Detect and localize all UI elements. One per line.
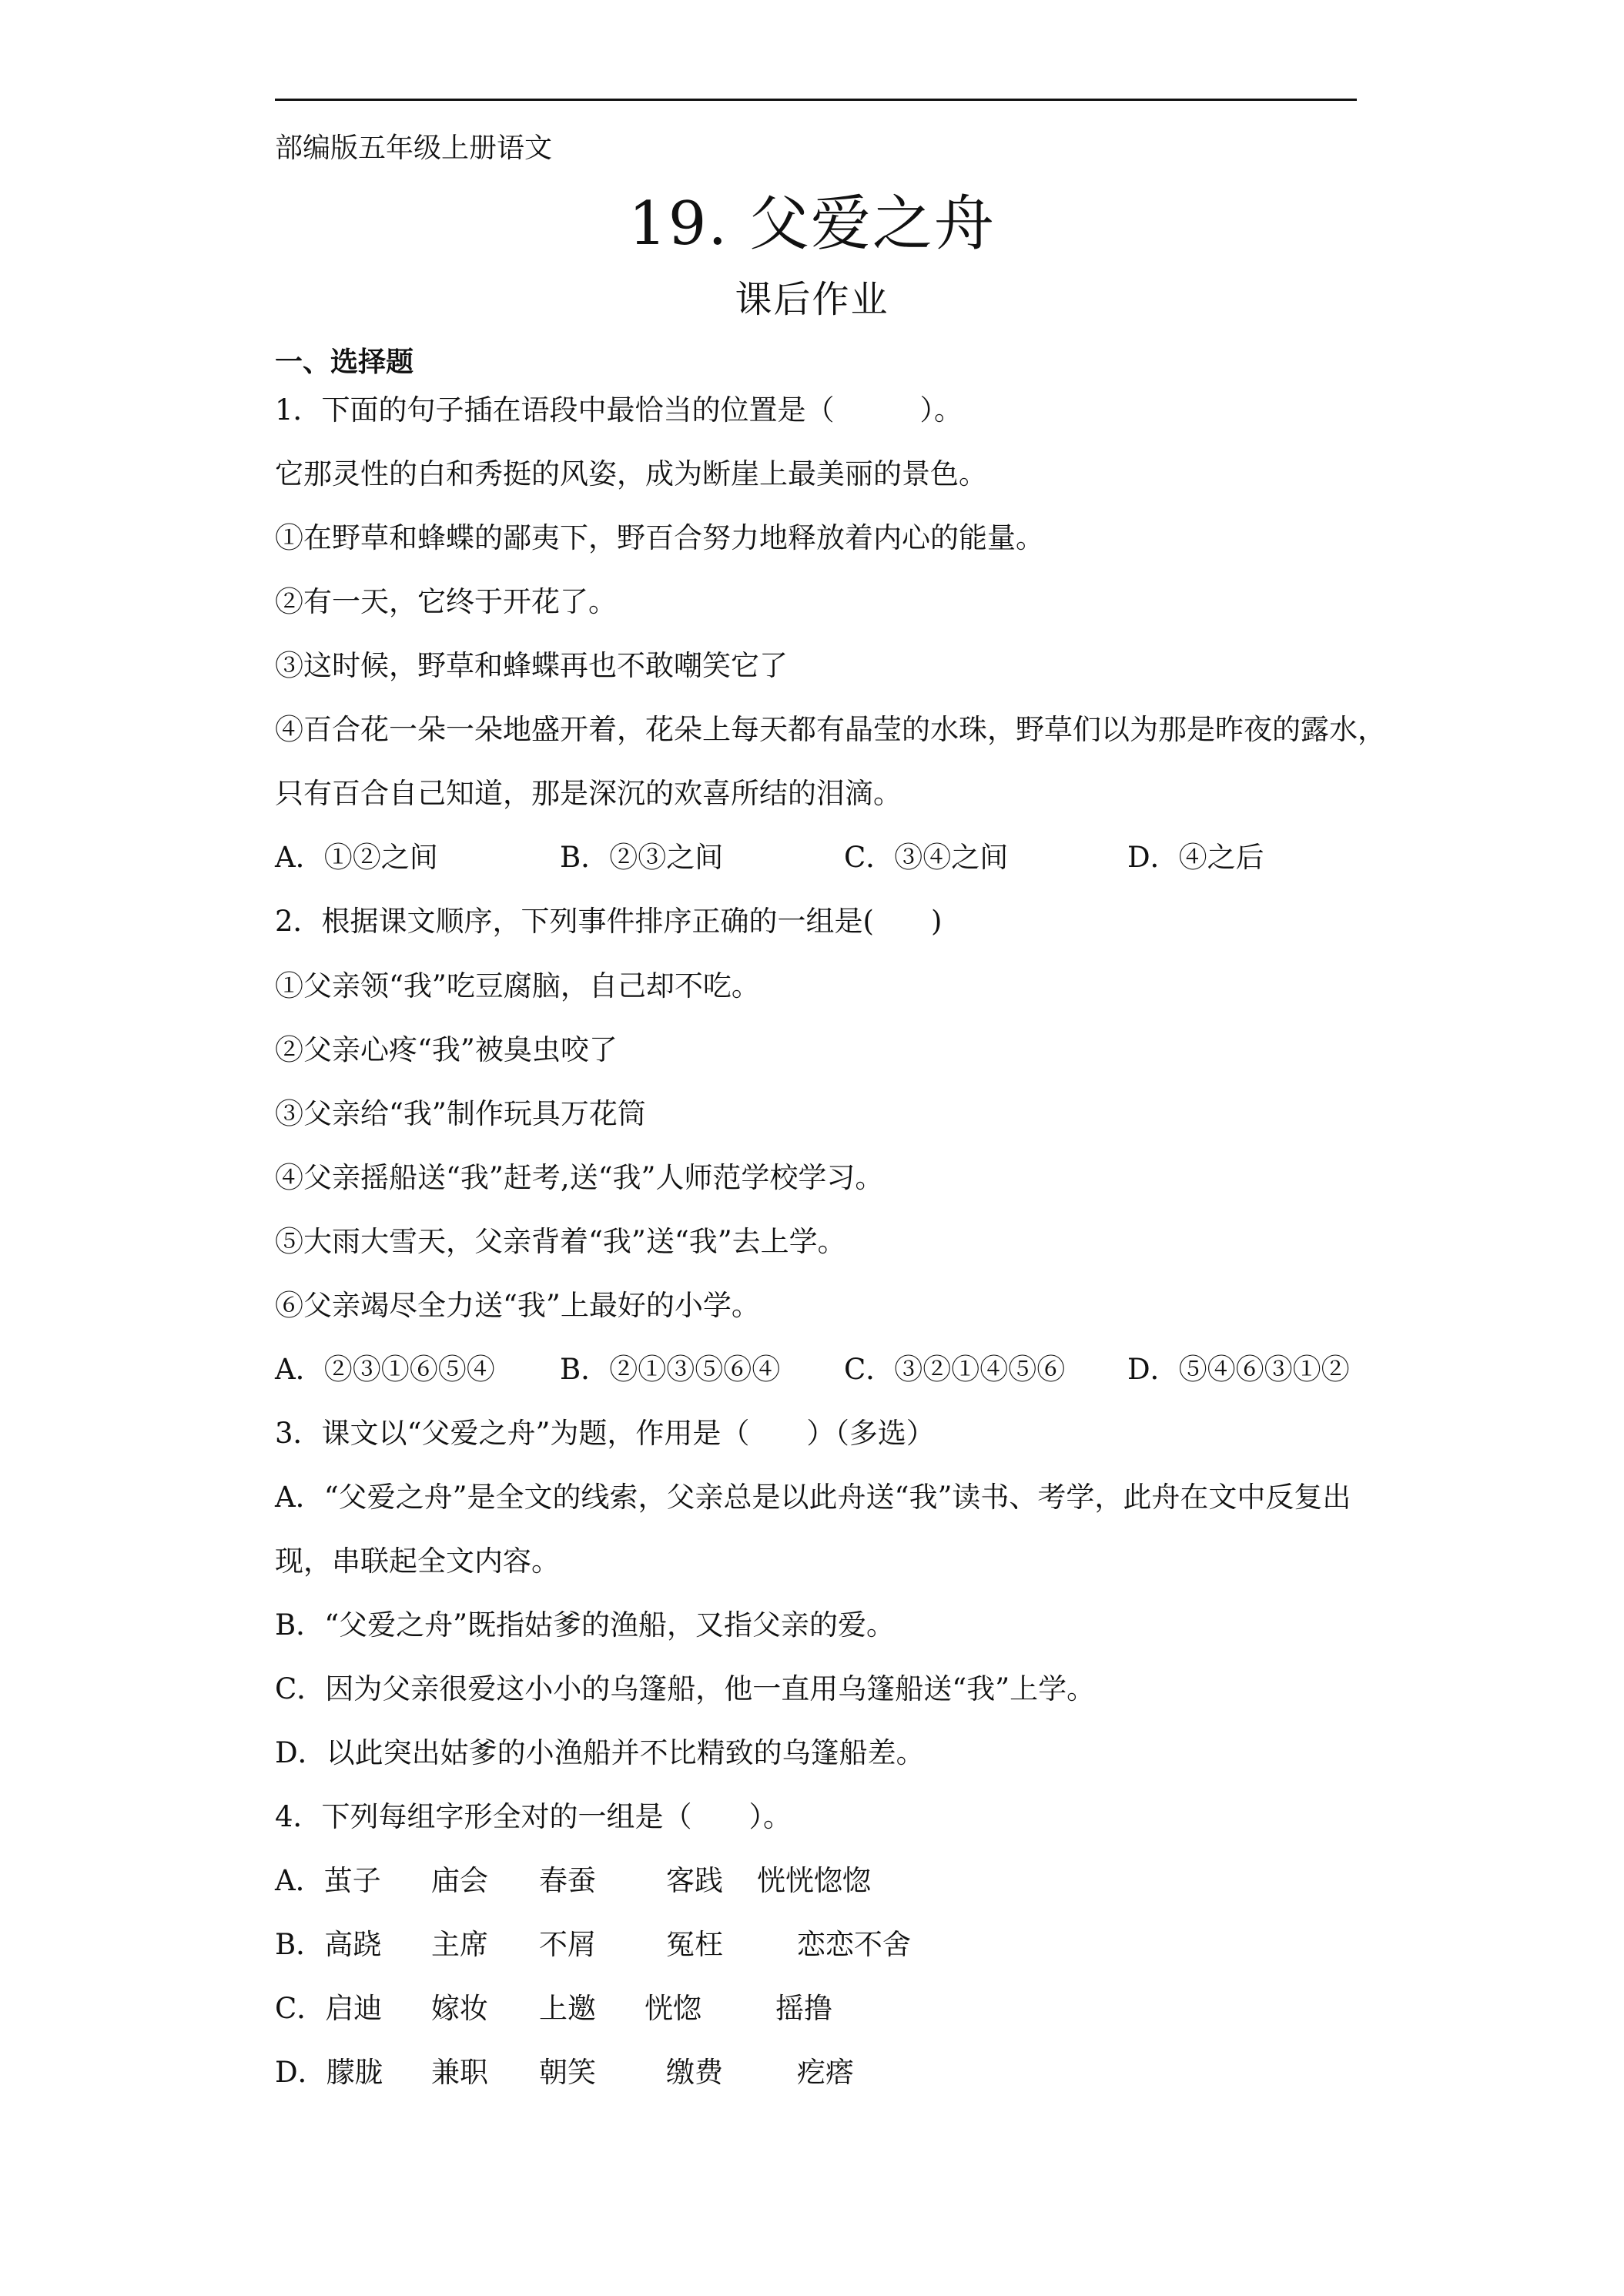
q4-word: 客践 [666,1864,723,1897]
q4-option-a[interactable] [275,1864,1357,1903]
q1-item: ③这时候，野草和蜂蝶再也不敢嘲笑它了 [275,649,788,682]
q2-stem: 2．根据课文顺序，下列事件排序正确的一组是( ) [275,905,943,938]
q4-word: 恋恋不舍 [797,1928,911,1961]
q2-item: ④父亲摇船送“我”赶考,送“我”人师范学校学习。 [275,1161,884,1194]
q4-option-d[interactable] [275,2056,1357,2094]
q3-option-a-cont: 现，串联起全文内容。 [275,1545,560,1578]
q4-word: 不屑 [539,1928,596,1961]
q4-word: 冤枉 [666,1928,723,1961]
q4-word: 恍恍惚惚 [757,1864,871,1897]
header-rule [275,99,1357,101]
q1-item: ④百合花一朵一朵地盛开着，花朵上每天都有晶莹的水珠，野草们以为那是昨夜的露水， [275,713,1386,746]
q3-option-a[interactable]: A．“父爱之舟”是全文的线索，父亲总是以此舟送“我”读书、考学，此舟在文中反复出 [275,1481,1351,1514]
q1-stem: 1．下面的句子插在语段中最恰当的位置是（ ）。 [275,393,963,427]
q2-option-a[interactable]: A．②③①⑥⑤④ [275,1353,495,1386]
q3-option-c[interactable]: C．因为父亲很爱这小小的乌篷船，他一直用乌篷船送“我”上学。 [275,1672,1096,1705]
q4-word: 摇撸 [775,1992,832,2025]
q4-stem: 4．下列每组字形全对的一组是（ ）。 [275,1800,792,1833]
q3-option-b[interactable]: B．“父爱之舟”既指姑爹的渔船，又指父亲的爱。 [275,1608,896,1642]
q1-item: 只有百合自己知道，那是深沉的欢喜所结的泪滴。 [275,777,902,810]
page-subtitle: 课后作业 [735,278,889,321]
q4-word: 缴费 [666,2056,723,2089]
q1-sentence: 它那灵性的白和秀挺的风姿，成为断崖上最美丽的景色。 [275,457,987,490]
q4-word: 庙会 [431,1864,488,1897]
q1-option-c[interactable]: C．③④之间 [844,841,1009,874]
q1-options [275,841,1357,879]
section-heading: 一、选择题 [275,346,414,378]
q2-option-c[interactable]: C．③②①④⑤⑥ [844,1353,1066,1386]
q4-word: A．茧子 [275,1864,381,1897]
q2-option-b[interactable]: B．②①③⑤⑥④ [560,1353,781,1386]
q2-item: ②父亲心疼“我”被臭虫咬了 [275,1033,618,1066]
q1-option-d[interactable]: D．④之后 [1127,841,1264,874]
q2-item: ⑤大雨大雪天，父亲背着“我”送“我”去上学。 [275,1225,846,1258]
doc-header: 部编版五年级上册语文 [275,132,553,164]
q3-option-d[interactable]: D．以此突出姑爹的小渔船并不比精致的乌篷船差。 [275,1736,925,1769]
q4-word: 朝笑 [539,2056,596,2089]
q4-word: 春蚕 [539,1864,596,1897]
q2-option-d[interactable]: D．⑤④⑥③①② [1127,1353,1350,1386]
q3-stem: 3．课文以“父爱之舟”为题，作用是（ ）（多选） [275,1417,935,1450]
q4-option-b[interactable] [275,1928,1357,1966]
q4-word: 兼职 [431,2056,488,2089]
q4-option-c[interactable] [275,1992,1357,2030]
q2-options [275,1353,1357,1391]
q4-word: 上邀 [539,1992,596,2025]
page-title: 19. 父爱之舟 [628,189,996,259]
q4-word: 恍惚 [645,1992,702,2025]
q1-item: ①在野草和蜂蝶的鄙夷下，野百合努力地释放着内心的能量。 [275,521,1044,554]
q4-word: C．启迪 [275,1992,383,2025]
q1-option-a[interactable]: A．①②之间 [275,841,438,874]
q1-option-b[interactable]: B．②③之间 [560,841,724,874]
q4-word: 疙瘩 [797,2056,854,2089]
q4-word: D．朦胧 [275,2056,383,2089]
q2-item: ⑥父亲竭尽全力送“我”上最好的小学。 [275,1289,760,1322]
q2-item: ①父亲领“我”吃豆腐脑，自己却不吃。 [275,969,760,1002]
q4-word: B．高跷 [275,1928,382,1961]
q4-word: 嫁妆 [431,1992,488,2025]
q1-item: ②有一天，它终于开花了。 [275,585,617,618]
q2-item: ③父亲给“我”制作玩具万花筒 [275,1097,646,1130]
q4-word: 主席 [431,1928,488,1961]
